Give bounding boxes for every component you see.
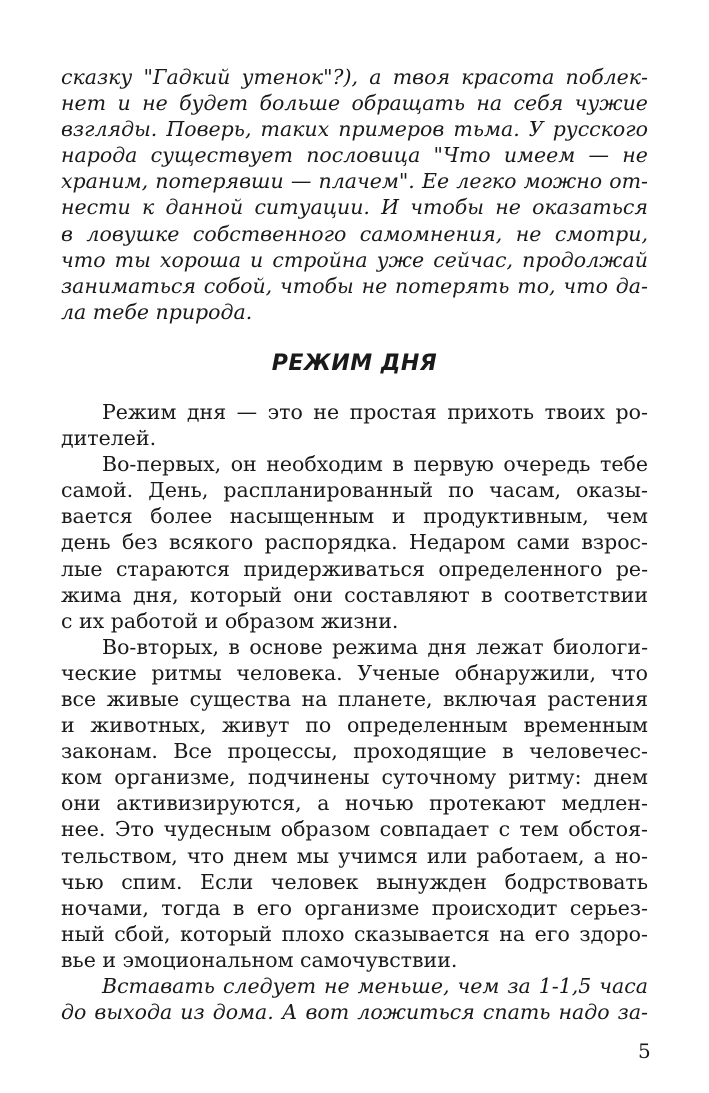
paragraph-1 (61, 399, 648, 451)
text-line: лые стараются придерживаться определенного ре- (61, 556, 648, 581)
text-line: ческие ритмы человека. Ученые обнаружили, что (61, 660, 648, 685)
text-line: самой. День, распланированный по часам, оказы- (61, 478, 648, 503)
text-line: с их работой и образом жизни. (61, 608, 399, 633)
paragraph-3 (61, 634, 648, 973)
text-line: ком организме, подчинены суточному ритму: днем (61, 765, 648, 790)
text-line: что ты хороша и стройна уже сейчас, продолжай (61, 247, 648, 272)
paragraph-4 (61, 973, 648, 1025)
text-line: вье и эмоциональном самочувствии. (61, 947, 458, 972)
text-line: народа существует пословица "Что имеем — не (61, 143, 648, 168)
text-line: все живые существа на планете, включая растения (61, 686, 648, 711)
section-title: РЕЖИМ ДНЯ (271, 350, 438, 376)
text-line: чью спим. Если человек вынужден бодрствовать (61, 869, 648, 894)
text-line: вается более насыщенным и продуктивным, чем (61, 504, 648, 529)
page-body (61, 64, 648, 1025)
text-line: ночами, тогда в его организме происходит серьез- (61, 895, 648, 920)
text-line: жима дня, который они составляют в соответствии (61, 582, 648, 607)
text-line: они активизируются, а ночью протекают медлен- (61, 791, 648, 816)
text-line: Во-первых, он необходим в первую очередь тебе (102, 452, 648, 477)
text-line: сказку "Гадкий утенок"?), а твоя красота поблек- (61, 65, 648, 89)
text-line: законам. Все процессы, проходящие в человечес- (61, 739, 648, 764)
text-line: нет и не будет больше обращать на себя чужие (61, 91, 648, 116)
text-line: Во-вторых, в основе режима дня лежат биологи- (102, 634, 648, 659)
text-line: день без всякого распорядка. Недаром сами взрос- (61, 530, 648, 555)
text-line: ный сбой, который плохо сказывается на его здоро- (61, 921, 648, 946)
text-line: ла тебе природа. (61, 299, 253, 324)
text-line: в ловушке собственного самомнения, не смотри, (61, 221, 648, 246)
text-line: до выхода из дома. А вот ложиться спать надо за- (61, 1000, 648, 1025)
text-line: храним, потерявши — плачем". Ее легко можно от- (61, 169, 648, 194)
paragraph-2 (61, 451, 648, 634)
text-line: дителей. (61, 426, 157, 451)
text-line: нее. Это чудесным образом совпадает с тем обстоя- (61, 817, 648, 842)
text-line: тельством, что днем мы учимся или работаем, а но- (61, 843, 648, 868)
intro-paragraph (61, 64, 648, 325)
text-line: Режим дня — это не простая прихоть твоих ро- (102, 399, 648, 424)
text-line: нести к данной ситуации. И чтобы не оказаться (61, 195, 648, 220)
text-line: и животных, живут по определенным временным (61, 713, 648, 738)
text-line: Вставать следует не меньше, чем за 1-1,5 часа (102, 974, 648, 998)
text-line: заниматься собой, чтобы не потерять то, что да- (61, 273, 648, 298)
text-line: взгляды. Поверь, таких примеров тьма. У русского (61, 117, 648, 142)
page-number: 5 (638, 1039, 651, 1063)
